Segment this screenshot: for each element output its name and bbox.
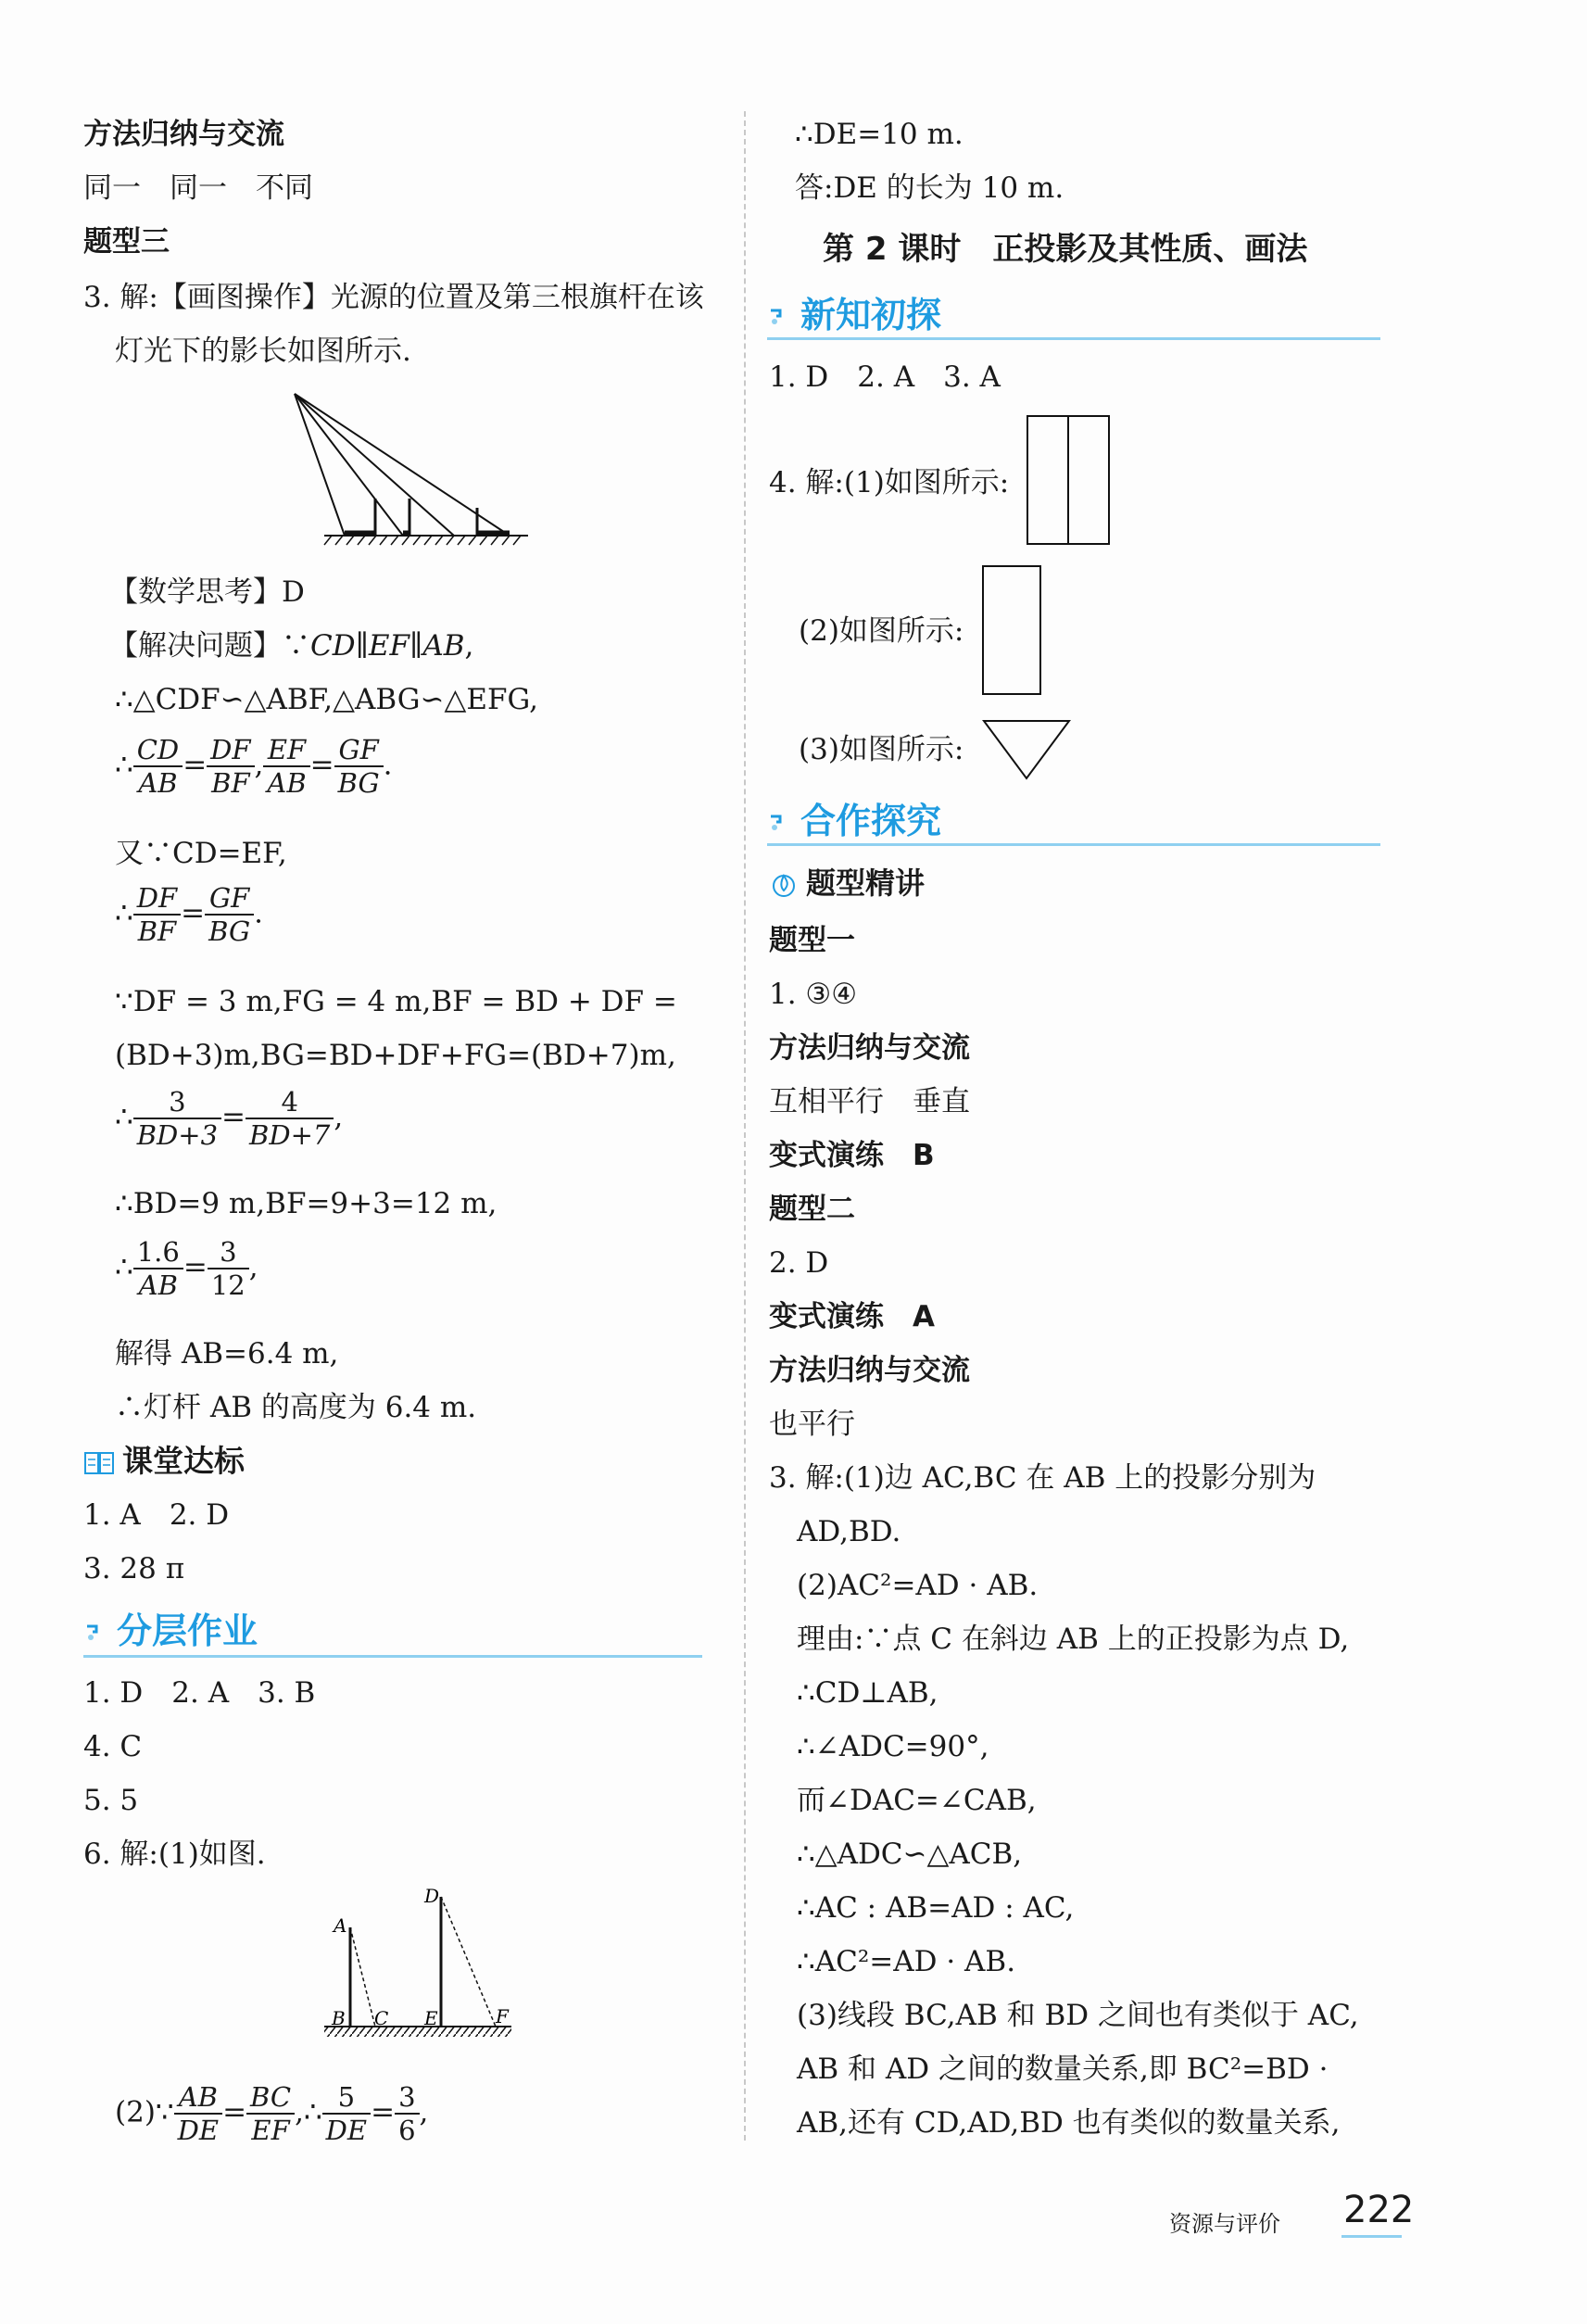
frac-den: BF [211,767,250,799]
class-answers-1: 1. A 2. D [83,1498,230,1532]
precise-label: 题型精讲 [806,865,926,901]
layer-homework-label: 分层作业 [117,1610,258,1651]
frac-num: AB [174,2081,222,2115]
q3-reason-5: ∴AC : AB=AD : AC, [797,1891,1075,1925]
frac-den: 12 [210,1269,246,1301]
q3-reason-6: ∴AC²=AD · AB. [797,1945,1016,1978]
variant1: 变式演练 B [769,1139,935,1172]
class-answers-3: 3. 28 π [83,1552,185,1585]
fig-label-c: C [374,2007,389,2029]
frac-den: BG [208,916,251,947]
q3-reason-4: ∴△ADC∽△ACB, [797,1838,1023,1871]
q3-reason-1: ∴CD⊥AB, [797,1676,938,1710]
flagpole-shadow-figure [287,389,547,551]
class-standard-title [83,1442,245,1481]
ratio-line-2: ∴ $\frac{DF}{BF}$ = $\frac{GF}{BG}$ . [115,882,263,947]
q3-reason: 理由:∵点 C 在斜边 AB 上的正投影为点 D, [797,1623,1350,1656]
fig-label-f: F [496,2005,509,2027]
cooperative-rule [767,843,1380,846]
frac-den: DE [177,2115,220,2146]
column-divider [744,111,746,2141]
frac-num: EF [263,734,309,767]
method-answer: 同一 同一 不同 [83,171,313,205]
layer-homework-rule [83,1655,702,1658]
frac-num: 3 [133,1086,221,1119]
q3-reason-2: ∴∠ADC=90°, [797,1730,989,1763]
type1-answer: 1. ③④ [769,978,858,1011]
q3-line-1: 3. 解:【画图操作】光源的位置及第三根旗杆在该 [83,281,704,314]
frac-num: 3 [395,2081,419,2115]
method2-title: 方法归纳与交流 [769,1354,970,1387]
new-answers-4-2: (2)如图所示: [799,614,964,648]
q3-line-2: (2)AC²=AD · AB. [797,1569,1039,1602]
layer-answers-1: 1. D 2. A 3. B [83,1676,316,1710]
page-number-rule [1341,2235,1402,2238]
q3-line-3a: (3)线段 BC,AB 和 BD 之间也有类似于 AC, [797,1999,1359,2032]
frac-num: 5 [322,2081,371,2115]
q6-part2-line: (2)∵ $\frac{AB}{DE}$ = $\frac{BC}{EF}$ ,∴ $\frac{5}{DE}$ = $\frac{3}{6}$ , [115,2081,429,2146]
q3-line-3c: AB,还有 CD,AD,BD 也有类似的数量关系, [797,2106,1341,2140]
frac-num: BC [246,2081,295,2115]
projection-figure-2 [980,563,1045,699]
frac-num: 1.6 [133,1236,183,1269]
class-standard-label: 课堂达标 [122,1443,245,1479]
math-thinking: 【数学思考】D [109,575,305,609]
frac-den: EF [251,2115,290,2146]
type2-answer: 2. D [769,1246,829,1280]
df-line-1: ∵DF = 3 m,FG = 4 m,BF = BD + DF = [115,985,677,1018]
new-knowledge-label: 新知初探 [800,295,942,335]
frac-num: DF [133,882,181,916]
frac-num: DF [207,734,254,767]
ab-solution: 解得 AB=6.4 m, [115,1337,339,1370]
fig-label-e: E [424,2007,438,2029]
frac-num: 4 [246,1086,334,1119]
layer-answers-6: 6. 解:(1)如图. [83,1838,266,1871]
type2-title: 题型二 [769,1193,855,1226]
frac-den: BD+3 [136,1119,219,1151]
similar-triangles-line: ∴△CDF∽△ABF,△ABG∽△EFG, [115,683,538,716]
cooperative-label: 合作探究 [800,801,942,841]
frac-num: GF [205,882,254,916]
ratio-line-1: ∴ $\frac{CD}{AB}$ = $\frac{DF}{BF}$ , $\frac{EF}{AB}$ = $\frac{GF}{BG}$ . [115,734,393,799]
frac-num: CD [133,734,183,767]
footer-source: 资源与评价 [1169,2211,1280,2237]
q3-line-1: 3. 解:(1)边 AC,BC 在 AB 上的投影分别为 [769,1461,1316,1495]
new-answers-4: 4. 解:(1)如图所示: [769,466,1010,499]
de-answer: 答:DE 的长为 10 m. [795,171,1064,205]
q6-part2-label: (2)∵ [115,2095,174,2129]
method2-answer: 也平行 [769,1408,855,1441]
frac-den: AB [138,1269,178,1301]
df-line-2: (BD+3)m,BG=BD+DF+FG=(BD+7)m, [115,1039,676,1072]
q3-line-1b: AD,BD. [797,1515,901,1548]
layer-answers-4: 4. C [83,1730,143,1763]
frac-den: AB [267,767,307,799]
frac-den: AB [138,767,178,799]
frac-num: 3 [208,1236,249,1269]
solve-problem-label: 【解决问题】∵ [109,629,310,663]
type1-title: 题型一 [769,924,855,957]
fig-label-a: A [334,1914,347,1937]
pole-shadow-figure [315,1886,528,2048]
book-icon [83,1449,117,1477]
frac-den: BG [337,767,380,799]
precise-title [769,864,925,903]
section-marker-icon [767,811,793,837]
q3-reason-3: 而∠DAC=∠CAB, [797,1784,1037,1817]
bd-line: ∴BD=9 m,BF=9+3=12 m, [115,1187,498,1220]
type-three-title: 题型三 [83,225,170,259]
frac-den: 6 [398,2115,416,2146]
new-knowledge-rule [767,337,1380,340]
frac-den: BF [137,916,177,947]
solve-problem-line: 【解决问题】∵CD∥EF∥AB, [109,629,474,663]
de-result: ∴DE=10 m. [795,118,964,151]
section-marker-icon [767,305,793,331]
fig-label-d: D [424,1886,440,1907]
cooperative-title [767,799,941,843]
ratio-line-4: ∴ $\frac{1.6}{AB}$ = $\frac{3}{12}$ , [115,1236,258,1301]
projection-figure-3 [980,717,1073,784]
new-knowledge-title [767,293,941,337]
page-number: 222 [1343,2189,1415,2231]
ratio-line-3: ∴ $\frac{3}{BD+3}$ = $\frac{4}{BD+7}$ , [115,1086,344,1151]
variant2: 变式演练 A [769,1300,935,1333]
layer-answers-5: 5. 5 [83,1784,139,1817]
frac-num: GF [334,734,384,767]
layer-homework-title [83,1609,258,1653]
method-title: 方法归纳与交流 [83,118,284,151]
final-answer: ∴灯杆 AB 的高度为 6.4 m. [115,1391,477,1424]
projection-figure-1 [1025,413,1114,549]
fig-label-b: B [332,2007,346,2029]
flame-icon [769,870,799,900]
method1-answer: 互相平行 垂直 [769,1085,970,1118]
frac-den: BD+7 [249,1119,331,1151]
section-marker-icon [83,1621,109,1647]
new-answers-4-3: (3)如图所示: [799,733,964,766]
q3-line-2: 灯光下的影长如图所示. [115,335,411,368]
new-answers-1: 1. D 2. A 3. A [769,360,1001,394]
q3-line-3b: AB 和 AD 之间的数量关系,即 BC²=BD · [797,2052,1329,2086]
frac-den: DE [325,2115,368,2146]
method1-title: 方法归纳与交流 [769,1031,970,1065]
lesson-title: 第 2 课时 正投影及其性质、画法 [823,231,1308,268]
also-line: 又∵CD=EF, [115,837,287,870]
